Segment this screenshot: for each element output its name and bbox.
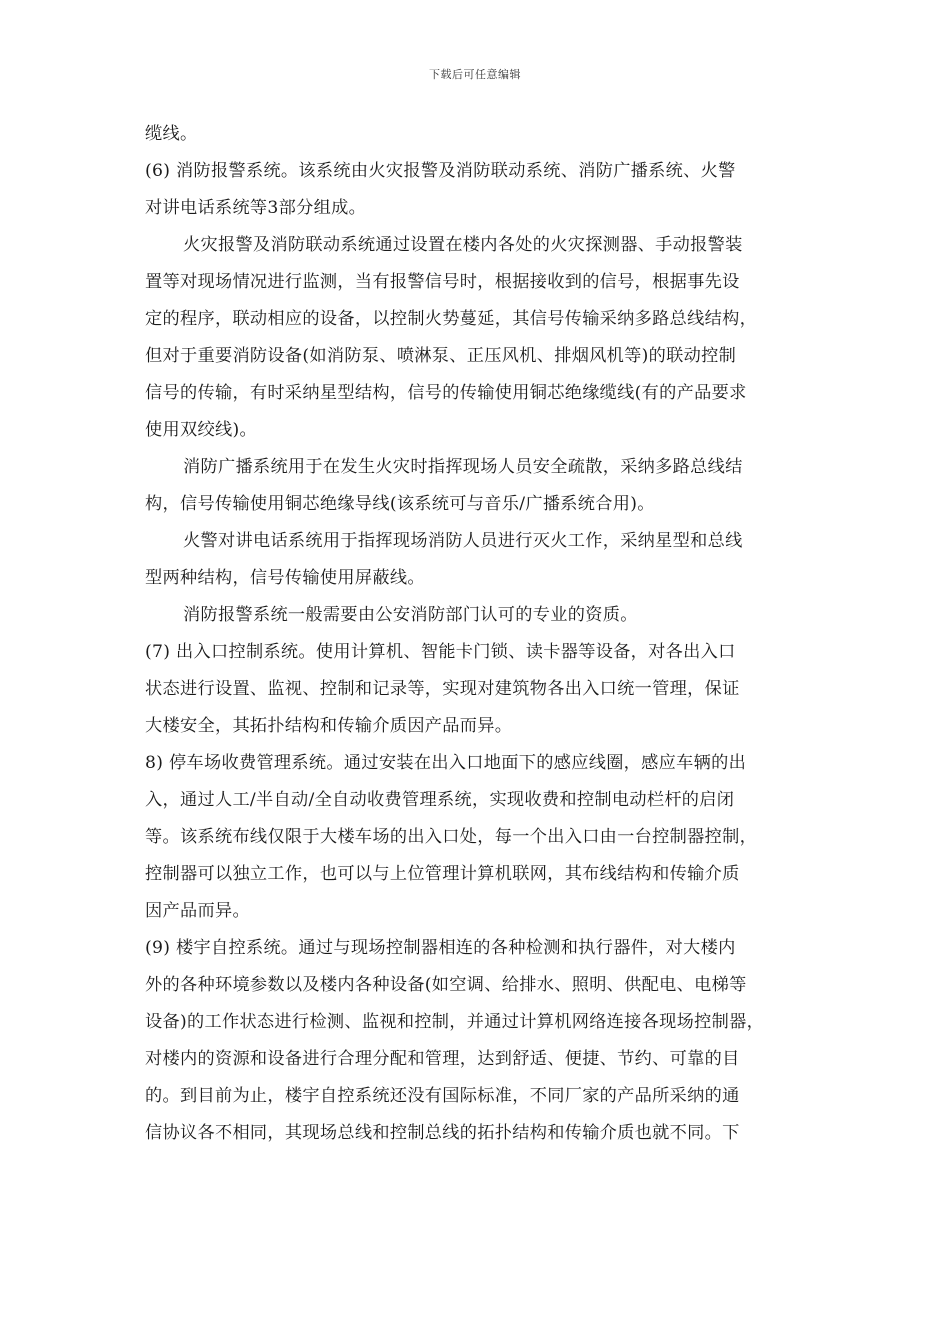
text-line: 大楼安全，其拓扑结构和传输介质因产品而异。 <box>145 716 513 736</box>
text-line: (7) 出入口控制系统。使用计算机、智能卡门锁、读卡器等设备，对各出入口 <box>145 642 736 662</box>
text-line: 的。到目前为止，楼宇自控系统还没有国际标准，不同厂家的产品所采纳的通 <box>145 1086 740 1106</box>
text-line: (6) 消防报警系统。该系统由火灾报警及消防联动系统、消防广播系统、火警 <box>145 161 736 181</box>
text-line: 外的各种环境参数以及楼内各种设备(如空调、给排水、照明、供配电、电梯等 <box>145 975 747 995</box>
text-line: 置等对现场情况进行监测，当有报警信号时，根据接收到的信号，根据事先设 <box>145 272 740 292</box>
text-line: 信协议各不相同，其现场总线和控制总线的拓扑结构和传输介质也就不同。下 <box>145 1123 740 1143</box>
document-body <box>145 116 825 1152</box>
text-line: 对楼内的资源和设备进行合理分配和管理，达到舒适、便捷、节约、可靠的目 <box>145 1049 740 1069</box>
text-line: 使用双绞线)。 <box>145 420 257 440</box>
text-line: 火灾报警及消防联动系统通过设置在楼内各处的火灾探测器、手动报警装 <box>183 235 743 255</box>
text-line: 等。该系统布线仅限于大楼车场的出入口处，每一个出入口由一台控制器控制， <box>145 827 758 847</box>
text-line: 消防报警系统一般需要由公安消防部门认可的专业的资质。 <box>183 605 638 625</box>
text-line: 状态进行设置、监视、控制和记录等，实现对建筑物各出入口统一管理，保证 <box>145 679 740 699</box>
text-line: 控制器可以独立工作，也可以与上位管理计算机联网，其布线结构和传输介质 <box>145 864 740 884</box>
text-line: 对讲电话系统等3部分组成。 <box>145 198 367 218</box>
text-line: 型两种结构，信号传输使用屏蔽线。 <box>145 568 425 588</box>
text-line: (9) 楼宇自控系统。通过与现场控制器相连的各种检测和执行器件，对大楼内 <box>145 938 736 958</box>
text-line: 构，信号传输使用铜芯绝缘导线(该系统可与音乐/广播系统合用)。 <box>145 494 655 514</box>
text-line: 消防广播系统用于在发生火灾时指挥现场人员安全疏散，采纳多路总线结 <box>183 457 743 477</box>
text-line: 定的程序，联动相应的设备，以控制火势蔓延，其信号传输采纳多路总线结构， <box>145 309 758 329</box>
text-line: 火警对讲电话系统用于指挥现场消防人员进行灭火工作，采纳星型和总线 <box>183 531 743 551</box>
text-line: 8) 停车场收费管理系统。通过安装在出入口地面下的感应线圈，感应车辆的出 <box>145 753 747 773</box>
text-line: 信号的传输，有时采纳星型结构，信号的传输使用铜芯绝缘缆线(有的产品要求 <box>145 383 747 403</box>
text-line: 因产品而异。 <box>145 901 250 921</box>
text-line: 但对于重要消防设备(如消防泵、喷淋泵、正压风机、排烟风机等)的联动控制 <box>145 346 737 366</box>
text-line: 设备)的工作状态进行检测、监视和控制，并通过计算机网络连接各现场控制器， <box>145 1012 765 1032</box>
page-header-note: 下载后可任意编辑 <box>429 68 521 81</box>
text-line: 入，通过人工/半自动/全自动收费管理系统，实现收费和控制电动栏杆的启闭 <box>145 790 735 810</box>
text-line: 缆线。 <box>145 124 198 144</box>
